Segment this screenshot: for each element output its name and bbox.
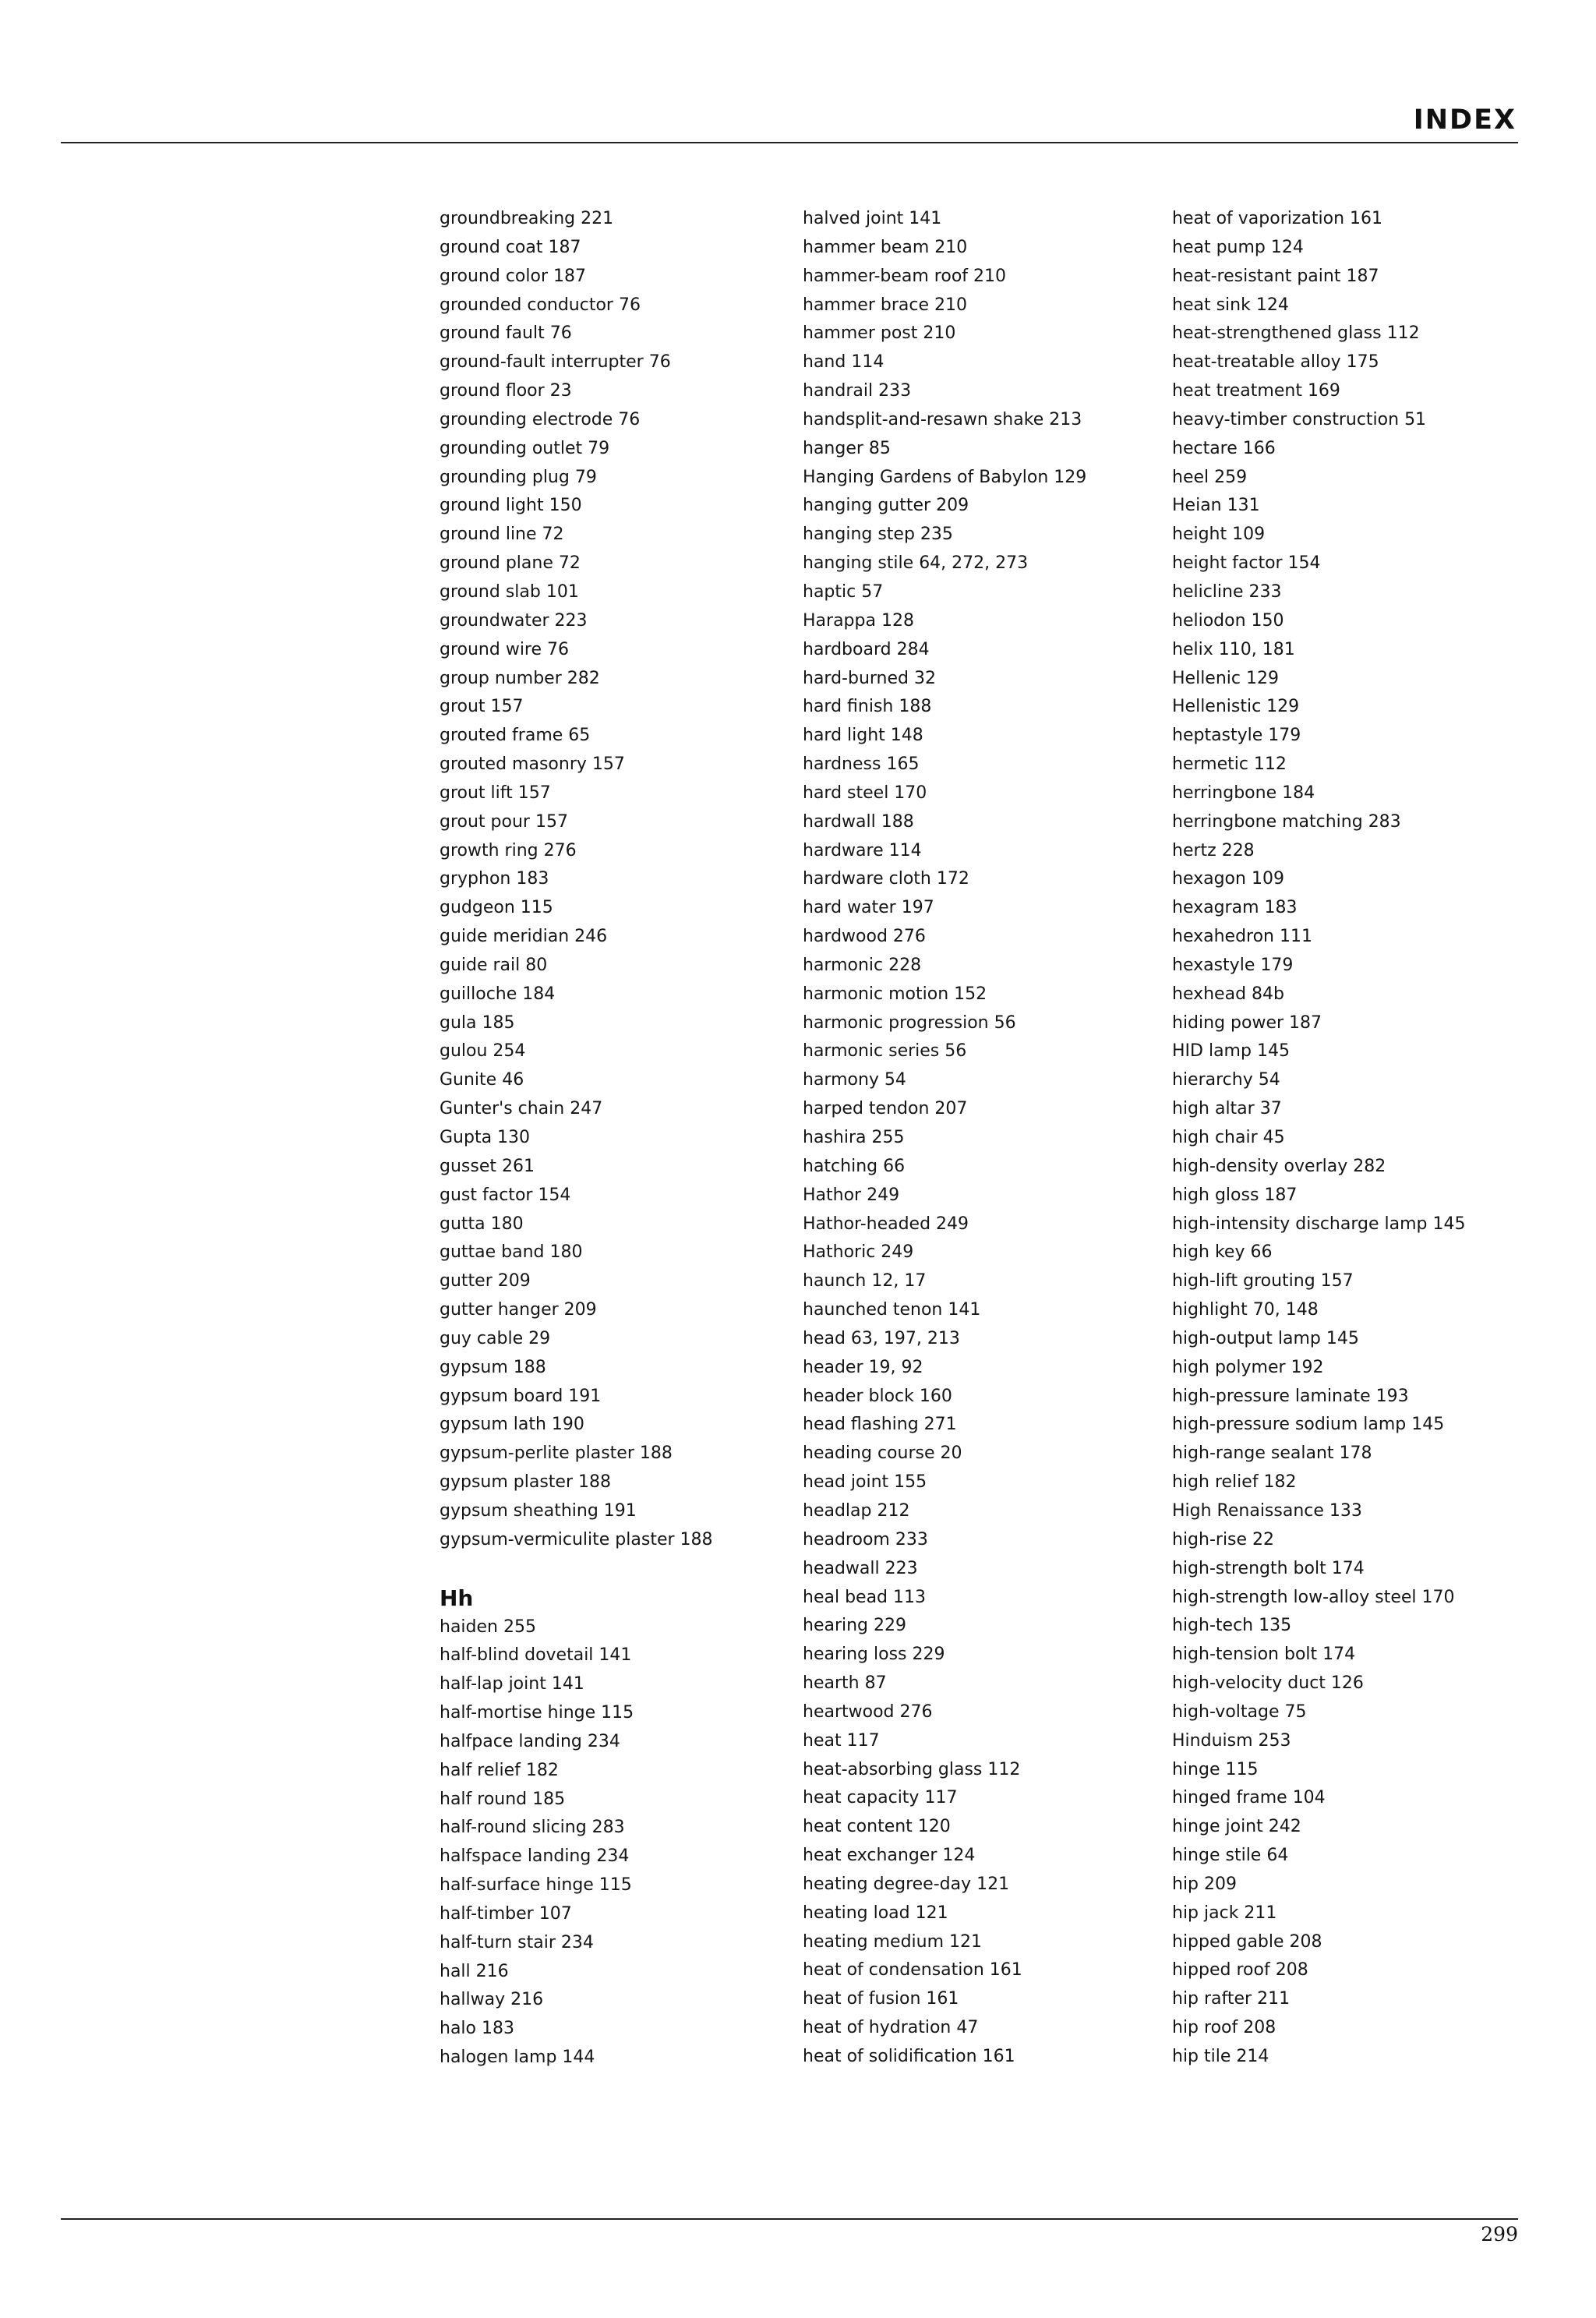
index-entry: hinge joint 242	[1172, 1817, 1301, 1837]
index-entry: height 109	[1172, 525, 1266, 545]
page-header-title: INDEX	[1413, 104, 1517, 136]
index-entry: HID lamp 145	[1172, 1041, 1290, 1062]
index-entry: hammer post 210	[803, 323, 956, 344]
index-entry: head 63, 197, 213	[803, 1328, 960, 1348]
index-entry: high-intensity discharge lamp 145	[1172, 1214, 1466, 1234]
index-entry: heat-strengthened glass 112	[1172, 323, 1420, 344]
index-entry: haptic 57	[803, 581, 884, 602]
index-entry: heat 117	[803, 1730, 880, 1751]
index-entry: hermetic 112	[1172, 754, 1287, 775]
index-entry: high-pressure sodium lamp 145	[1172, 1415, 1445, 1435]
index-entry: gusset 261	[440, 1156, 535, 1176]
index-entry: hinged frame 104	[1172, 1788, 1326, 1808]
index-entry: highlight 70, 148	[1172, 1300, 1319, 1320]
index-entry: hanger 85	[803, 438, 891, 458]
index-entry: heal bead 113	[803, 1587, 926, 1607]
index-entry: high-voltage 75	[1172, 1701, 1307, 1722]
index-entry: half round 185	[440, 1789, 566, 1809]
index-entry: guy cable 29	[440, 1328, 551, 1348]
index-entry: hall 216	[440, 1961, 509, 1981]
index-entry: high-range sealant 178	[1172, 1443, 1372, 1464]
index-entry: Hathor 249	[803, 1185, 900, 1205]
index-entry: header block 160	[803, 1386, 952, 1406]
index-entry: high-density overlay 282	[1172, 1156, 1386, 1176]
index-entry: haiden 255	[440, 1617, 536, 1637]
index-entry: gutter 209	[440, 1271, 531, 1292]
index-entry: grounding outlet 79	[440, 438, 610, 458]
index-entry: heartwood 276	[803, 1701, 933, 1722]
index-entry: harped tendon 207	[803, 1099, 968, 1119]
index-entry: high chair 45	[1172, 1128, 1285, 1147]
index-entry: head joint 155	[803, 1472, 927, 1493]
index-entry: ground plane 72	[440, 553, 581, 574]
index-column-3	[1172, 205, 1465, 2072]
index-entry: hexagon 109	[1172, 869, 1284, 889]
index-entry: ground slab 101	[440, 581, 579, 602]
index-entry: gutta 180	[440, 1214, 524, 1234]
index-entry: high-strength bolt 174	[1172, 1558, 1365, 1578]
index-entry: hertz 228	[1172, 840, 1255, 860]
index-entry: heat-resistant paint 187	[1172, 266, 1379, 286]
index-column-2	[803, 205, 1086, 2072]
index-entry: hipped gable 208	[1172, 1931, 1322, 1952]
index-entry: half-blind dovetail 141	[440, 1645, 632, 1666]
index-entry: harmonic motion 152	[803, 984, 987, 1004]
index-entry: gudgeon 115	[440, 898, 553, 918]
index-entry: gulou 254	[440, 1041, 526, 1062]
index-entry: Hanging Gardens of Babylon 129	[803, 467, 1087, 487]
index-entry: ground light 150	[440, 496, 582, 516]
index-entry: halved joint 141	[803, 209, 942, 228]
index-entry: gypsum 188	[440, 1357, 546, 1377]
index-entry: heat of vaporization 161	[1172, 209, 1383, 228]
index-entry: hashira 255	[803, 1128, 905, 1147]
index-entry: grounding plug 79	[440, 467, 597, 487]
index-entry: high-tech 135	[1172, 1616, 1292, 1636]
index-entry: hip rafter 211	[1172, 1989, 1291, 2009]
index-entry: hardwood 276	[803, 927, 926, 947]
index-entry: hierarchy 54	[1172, 1070, 1280, 1090]
index-entry: Hellenistic 129	[1172, 697, 1300, 717]
index-entry: half-turn stair 234	[440, 1932, 594, 1952]
index-entry: heliodon 150	[1172, 610, 1284, 631]
index-entry: gypsum-perlite plaster 188	[440, 1443, 673, 1464]
index-entry: Hellenic 129	[1172, 668, 1279, 688]
index-entry: grout pour 157	[440, 811, 568, 832]
index-entry: hip roof 208	[1172, 2018, 1276, 2038]
index-column-1	[440, 205, 713, 2072]
index-entry: ground coat 187	[440, 237, 581, 257]
index-entry: High Renaissance 133	[1172, 1500, 1362, 1521]
index-entry: heat pump 124	[1172, 237, 1304, 257]
index-entry: hiding power 187	[1172, 1012, 1322, 1033]
index-entry: hexahedron 111	[1172, 927, 1312, 947]
index-entry: high-lift grouting 157	[1172, 1271, 1354, 1292]
index-entry: gust factor 154	[440, 1185, 571, 1205]
index-entry: heading course 20	[803, 1443, 962, 1464]
index-entry: hexastyle 179	[1172, 955, 1294, 975]
index-entry: hip tile 214	[1172, 2047, 1269, 2066]
index-entry: halfpace landing 234	[440, 1731, 620, 1751]
index-entry: heat treatment 169	[1172, 381, 1340, 401]
index-entry: headroom 233	[803, 1529, 928, 1549]
index-entry: growth ring 276	[440, 840, 577, 860]
index-entry: guide rail 80	[440, 955, 548, 975]
index-entry: Hathor-headed 249	[803, 1214, 969, 1234]
index-entry: ground floor 23	[440, 381, 572, 401]
index-entry: gypsum sheathing 191	[440, 1500, 637, 1521]
index-entry: harmony 54	[803, 1070, 906, 1090]
index-entry: hectare 166	[1172, 438, 1276, 458]
index-entry: hipped roof 208	[1172, 1960, 1308, 1981]
index-entry: helicline 233	[1172, 581, 1282, 602]
index-entry: hard-burned 32	[803, 668, 936, 688]
index-entry: heat-treatable alloy 175	[1172, 352, 1379, 373]
index-entry: high relief 182	[1172, 1472, 1297, 1493]
index-entry: halogen lamp 144	[440, 2048, 595, 2068]
index-entry: hearing 229	[803, 1616, 907, 1636]
index-entry: hexhead 84b	[1172, 984, 1284, 1004]
index-entry: hanging gutter 209	[803, 496, 969, 516]
index-entry: heavy-timber construction 51	[1172, 409, 1427, 429]
index-entry: heating degree-day 121	[803, 1874, 1010, 1894]
index-entry: guttae band 180	[440, 1242, 583, 1263]
index-entry: heat capacity 117	[803, 1788, 958, 1808]
index-entry: hard steel 170	[803, 783, 927, 803]
index-entry: hardwall 188	[803, 811, 914, 832]
index-entry: gula 185	[440, 1012, 515, 1033]
index-entry: handsplit-and-resawn shake 213	[803, 409, 1082, 429]
index-entry: handrail 233	[803, 381, 912, 401]
index-entry: hallway 216	[440, 1990, 544, 2010]
index-entry: hardware cloth 172	[803, 869, 969, 889]
index-entry: hammer-beam roof 210	[803, 266, 1007, 286]
index-entry: groundbreaking 221	[440, 209, 614, 228]
index-entry: ground wire 76	[440, 639, 570, 659]
index-entry: half-timber 107	[440, 1903, 572, 1924]
index-entry: hammer beam 210	[803, 237, 968, 257]
index-entry: high-tension bolt 174	[1172, 1645, 1356, 1665]
index-entry: grout lift 157	[440, 783, 551, 803]
header-rule	[61, 142, 1518, 143]
index-entry: grounded conductor 76	[440, 295, 641, 315]
index-entry: heel 259	[1172, 467, 1248, 487]
index-entry: guilloche 184	[440, 984, 556, 1004]
index-entry: hinge 115	[1172, 1759, 1259, 1779]
index-entry: gypsum-vermiculite plaster 188	[440, 1529, 713, 1549]
index-entry: high-velocity duct 126	[1172, 1673, 1364, 1694]
index-entry: high altar 37	[1172, 1099, 1282, 1119]
index-entry: high-pressure laminate 193	[1172, 1386, 1409, 1406]
index-entry: hardness 165	[803, 754, 920, 775]
section-heading: Hh	[440, 1585, 474, 1611]
index-entry: gypsum board 191	[440, 1386, 602, 1406]
index-entry: heat of solidification 161	[803, 2047, 1015, 2066]
index-entry: heptastyle 179	[1172, 726, 1301, 746]
index-entry: heating load 121	[803, 1903, 948, 1923]
index-entry: heat of hydration 47	[803, 2018, 979, 2038]
index-entry: Gupta 130	[440, 1128, 531, 1147]
index-entry: hanging stile 64, 272, 273	[803, 553, 1029, 574]
index-entry: hand 114	[803, 352, 885, 373]
index-entry: Harappa 128	[803, 610, 914, 631]
index-entry: hip 209	[1172, 1874, 1238, 1894]
index-entry: grouted frame 65	[440, 726, 591, 746]
index-entry: hatching 66	[803, 1156, 906, 1176]
index-entry: Heian 131	[1172, 496, 1260, 516]
index-entry: grout 157	[440, 697, 524, 717]
index-entry: gypsum plaster 188	[440, 1472, 611, 1493]
index-entry: haunched tenon 141	[803, 1300, 981, 1320]
index-entry: gryphon 183	[440, 869, 549, 889]
index-entry: ground-fault interrupter 76	[440, 352, 671, 373]
index-entry: high key 66	[1172, 1242, 1273, 1263]
index-entry: ground color 187	[440, 266, 586, 286]
index-entry: ground line 72	[440, 525, 564, 545]
index-entry: hanging step 235	[803, 525, 953, 545]
index-entry: hardware 114	[803, 840, 922, 860]
index-entry: half-round slicing 283	[440, 1818, 625, 1838]
index-entry: head flashing 271	[803, 1415, 957, 1435]
index-entry: group number 282	[440, 668, 600, 688]
index-entry: herringbone matching 283	[1172, 811, 1401, 832]
index-entry: gypsum lath 190	[440, 1415, 584, 1435]
index-entry: hip jack 211	[1172, 1903, 1277, 1923]
index-entry: ground fault 76	[440, 323, 572, 344]
index-entry: headwall 223	[803, 1558, 918, 1578]
index-entry: height factor 154	[1172, 553, 1321, 574]
index-entry: half-surface hinge 115	[440, 1875, 632, 1896]
index-entry: halo 183	[440, 2019, 514, 2039]
index-entry: hard water 197	[803, 898, 934, 918]
index-entry: haunch 12, 17	[803, 1271, 927, 1292]
index-entry: hinge stile 64	[1172, 1846, 1289, 1866]
index-entry: hexagram 183	[1172, 898, 1298, 918]
index-entry: herringbone 184	[1172, 783, 1315, 803]
index-entry: headlap 212	[803, 1500, 910, 1521]
index-entry: grouted masonry 157	[440, 754, 625, 775]
index-entry: groundwater 223	[440, 610, 588, 631]
index-entry: high polymer 192	[1172, 1357, 1324, 1377]
index-entry: header 19, 92	[803, 1357, 923, 1377]
index-entry: harmonic 228	[803, 955, 922, 975]
index-entry: hearth 87	[803, 1673, 887, 1694]
index-entry: high-rise 22	[1172, 1529, 1275, 1549]
index-entry: helix 110, 181	[1172, 639, 1295, 659]
index-entry: grounding electrode 76	[440, 409, 641, 429]
index-entry: gutter hanger 209	[440, 1300, 597, 1320]
index-entry: heat exchanger 124	[803, 1846, 976, 1866]
index-entry: harmonic series 56	[803, 1041, 967, 1062]
index-entry: hard light 148	[803, 726, 923, 746]
index-entry: hardboard 284	[803, 639, 930, 659]
index-entry: heat of fusion 161	[803, 1989, 959, 2009]
index-entry: hard finish 188	[803, 697, 932, 717]
index-entry: Hathoric 249	[803, 1242, 914, 1263]
index-entry: harmonic progression 56	[803, 1012, 1016, 1033]
index-entry: hammer brace 210	[803, 295, 967, 315]
index-entry: halfspace landing 234	[440, 1846, 630, 1867]
index-entry: half relief 182	[440, 1760, 559, 1780]
index-entry: hearing loss 229	[803, 1645, 945, 1665]
index-entry: high-output lamp 145	[1172, 1328, 1359, 1348]
index-entry: heat of condensation 161	[803, 1960, 1022, 1981]
index-entry: half-mortise hinge 115	[440, 1703, 634, 1723]
index-entry: Gunite 46	[440, 1070, 524, 1090]
page-number: 299	[1481, 2223, 1518, 2246]
index-entry: Hinduism 253	[1172, 1730, 1291, 1751]
footer-rule	[61, 2218, 1518, 2220]
index-entry: heating medium 121	[803, 1931, 983, 1952]
index-entry: Gunter's chain 247	[440, 1099, 603, 1119]
index-entry: heat sink 124	[1172, 295, 1289, 315]
index-entry: half-lap joint 141	[440, 1674, 584, 1694]
index-entry: high-strength low-alloy steel 170	[1172, 1587, 1455, 1607]
index-entry: heat-absorbing glass 112	[803, 1759, 1021, 1779]
index-entry: heat content 120	[803, 1817, 951, 1837]
index-entry: high gloss 187	[1172, 1185, 1298, 1205]
index-entry: guide meridian 246	[440, 927, 608, 947]
